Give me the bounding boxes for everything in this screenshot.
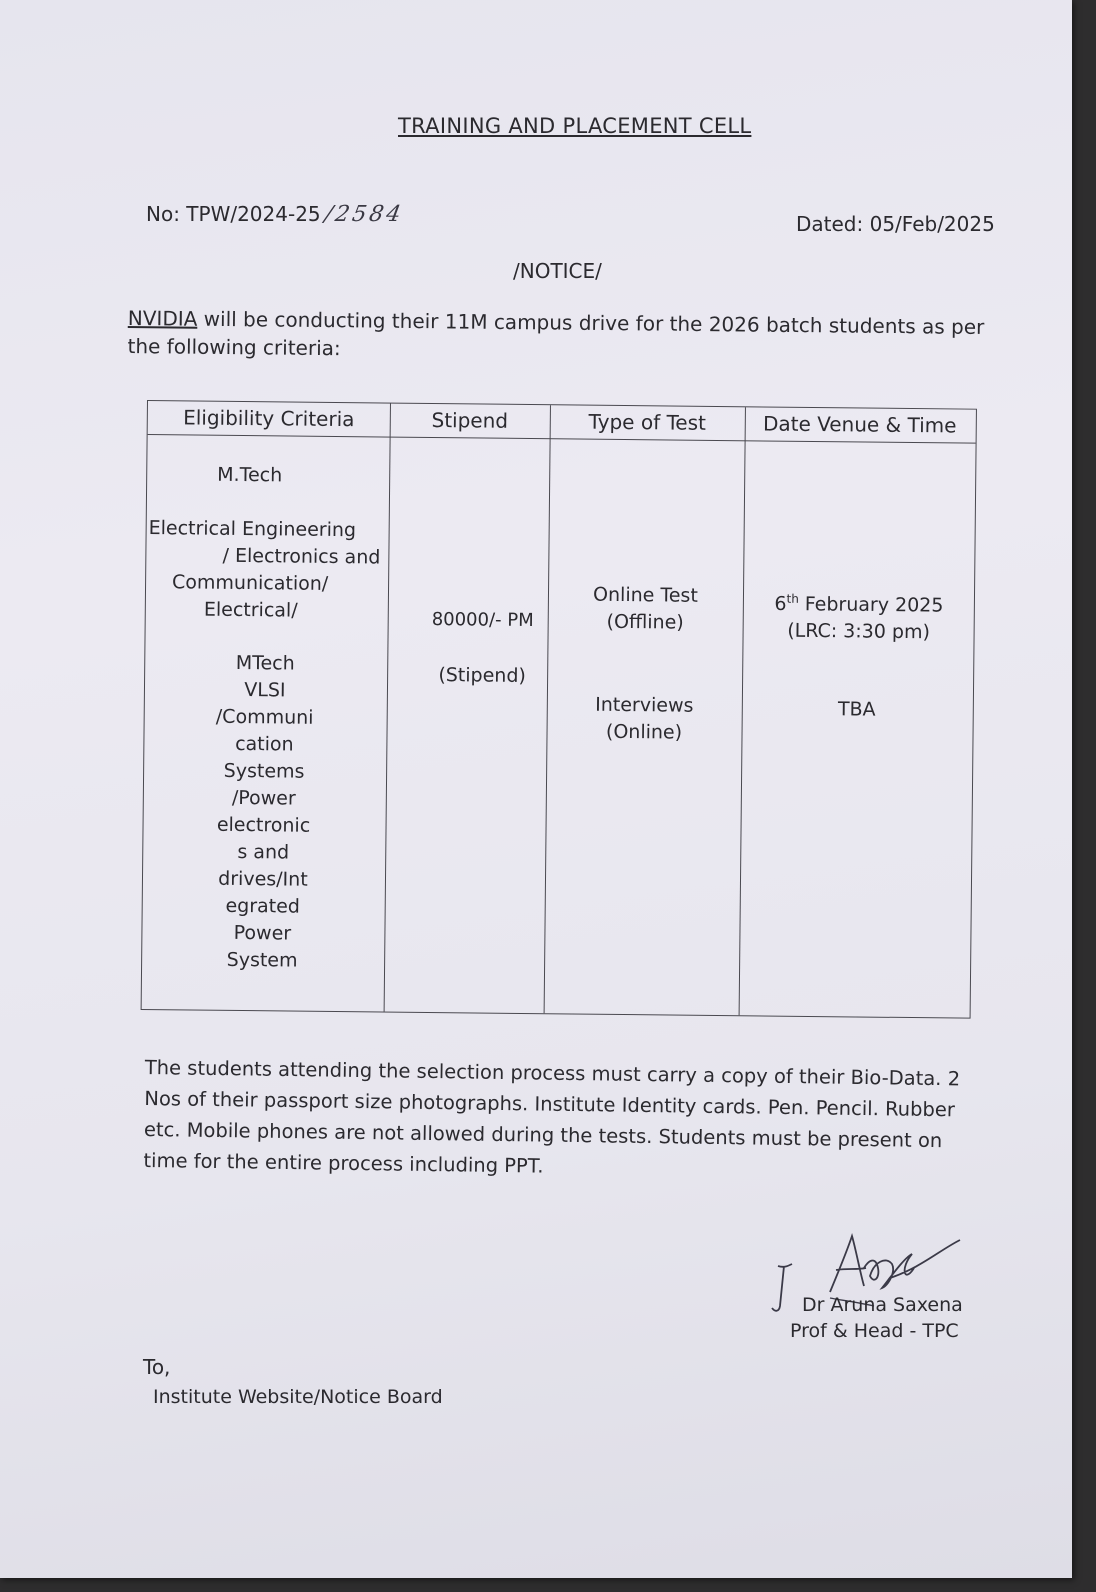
column-divider (384, 404, 391, 1012)
eligibility-mtech-line: /Communi (215, 705, 314, 729)
eligibility-branch-line: Communication/ (171, 571, 329, 595)
schedule-day-suffix: th (786, 591, 799, 606)
eligibility-mtech-line: egrated (225, 894, 301, 918)
eligibility-mtech-list (182, 649, 345, 975)
eligibility-degree: M.Tech (217, 463, 283, 487)
stipend-note: (Stipend) (438, 664, 526, 687)
signatory-designation: Prof & Head - TPC (790, 1320, 959, 1342)
schedule-venue: (LRC: 3:30 pm) (787, 620, 931, 644)
eligibility-branch-line: / Electronics and (222, 544, 381, 569)
test-round1-line: Online Test (592, 583, 698, 607)
reference-number (146, 202, 406, 227)
eligibility-branch-line: Electrical/ (203, 598, 298, 622)
eligibility-mtech-line: electronic (216, 813, 311, 837)
eligibility-mtech-line: MTech (235, 651, 295, 675)
test-round1-line: (Offline) (606, 610, 684, 634)
stipend-amount: 80000/- PM (431, 608, 534, 632)
eligibility-mtech-line: /Power (231, 786, 296, 810)
document-title: TRAINING AND PLACEMENT CELL (398, 114, 752, 138)
test-round2 (546, 691, 742, 747)
test-round1 (548, 581, 744, 637)
header-stipend: Stipend (431, 407, 509, 433)
company-name: NVIDIA (127, 305, 198, 331)
schedule-round2: TBA (837, 698, 876, 721)
intro-paragraph (127, 304, 988, 369)
eligibility-mtech-line: drives/Int (218, 867, 308, 891)
test-round2-line: (Online) (605, 720, 683, 744)
notice-heading: /NOTICE/ (513, 259, 602, 283)
eligibility-mtech-line: s and (237, 840, 290, 864)
schedule-month-year: February 2025 (798, 593, 944, 617)
schedule-round1 (742, 585, 975, 647)
notice-date: Dated: 05/Feb/2025 (796, 212, 995, 236)
header-eligibility: Eligibility Criteria (183, 405, 355, 432)
header-date-venue: Date Venue & Time (762, 411, 957, 438)
schedule-date (743, 585, 975, 620)
eligibility-mtech-line: System (226, 948, 298, 972)
header-test-type: Type of Test (588, 409, 707, 435)
recipient-label: To, (143, 1355, 171, 1379)
criteria-table (141, 400, 977, 1019)
test-round2-line: Interviews (595, 693, 694, 717)
instructions-paragraph: The students attending the selection process must carry a copy of their Bio-Data. 2 Nos of their passport size photographs. Institute Identity cards. Pen. Pencil. Rubber etc. Mobile phones are not allowed during the tests. Students must be present on time for the entire process including PPT. (143, 1055, 961, 1178)
handwritten-ref-number: /2584 (322, 202, 406, 227)
eligibility-mtech-line: cation (235, 732, 294, 756)
intro-text: will be conducting their 11M campus drive for the 2026 batch students as per the following criteria: (127, 306, 985, 361)
eligibility-mtech-line: Systems (223, 759, 305, 783)
recipient-value: Institute Website/Notice Board (153, 1386, 443, 1408)
reference-label: No: TPW/2024-25 (146, 202, 321, 226)
schedule-day: 6 (774, 592, 787, 616)
eligibility-mtech-line: Power (233, 921, 292, 945)
eligibility-branch-line: Electrical Engineering (148, 517, 357, 542)
signatory-name: Dr Aruna Saxena (802, 1294, 963, 1316)
eligibility-mtech-line: VLSI (244, 679, 286, 702)
